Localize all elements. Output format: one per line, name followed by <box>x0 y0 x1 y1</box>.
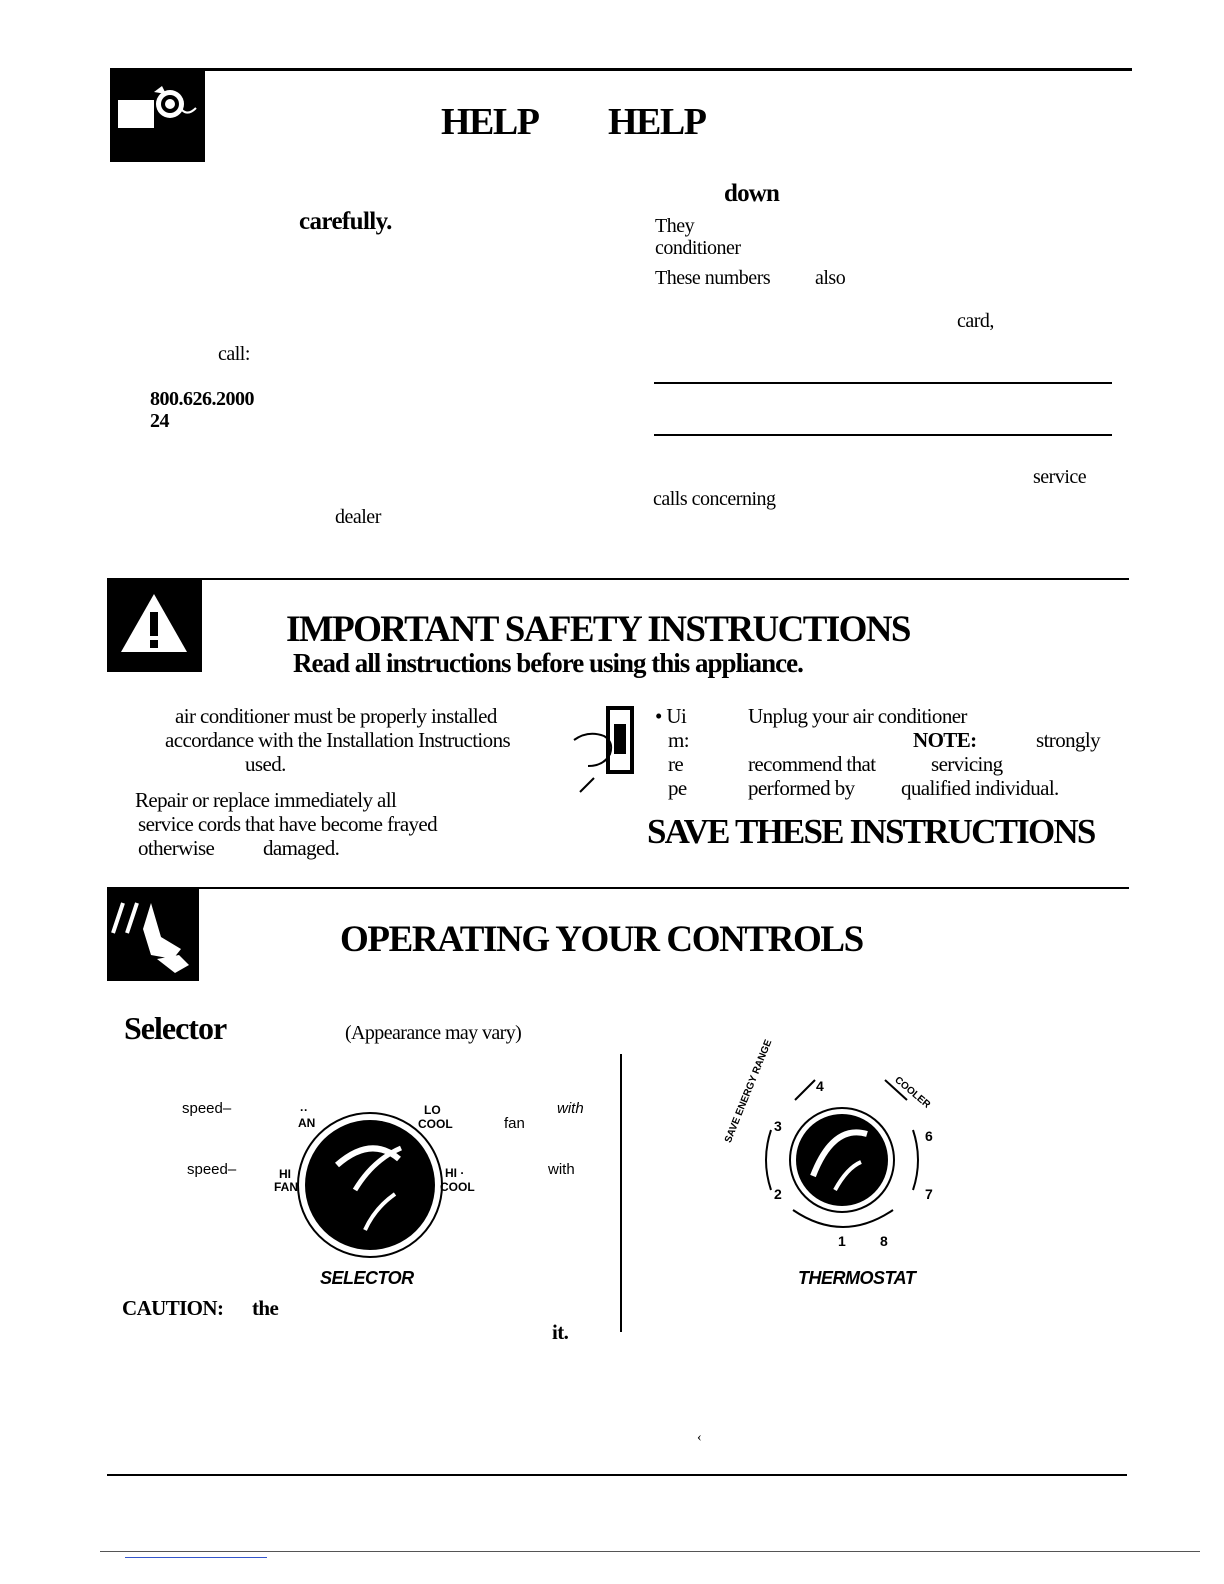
thermo-number-8: 8 <box>880 1233 888 1249</box>
dial-lo-fan: AN <box>298 1116 316 1130</box>
safety-left-line-6: otherwise <box>138 836 215 860</box>
hand-icon <box>107 889 199 981</box>
controls-rule <box>107 887 1129 889</box>
safety-right-col-a-3: re <box>668 752 684 776</box>
thermo-range-left: SAVE ENERGY RANGE <box>722 1038 775 1145</box>
thermo-number-7: 7 <box>925 1186 933 1202</box>
appearance-note: (Appearance may vary) <box>345 1022 522 1044</box>
appliance-icon <box>110 70 205 162</box>
thermo-number-4: 4 <box>816 1078 824 1094</box>
model-number-line <box>654 382 1112 384</box>
dial-lo-cool: COOL <box>418 1117 453 1131</box>
safety-left-line-1: air conditioner must be properly installed <box>175 704 497 728</box>
help-carefully: carefully. <box>299 208 392 235</box>
safety-note: NOTE: <box>913 728 977 752</box>
help-calls-concerning: calls concerning <box>653 488 776 510</box>
dial-hi-fan: FAN <box>274 1180 298 1194</box>
help-card: card, <box>957 310 994 332</box>
thermo-number-1: 1 <box>838 1233 846 1249</box>
selector-knob[interactable] <box>295 1110 445 1260</box>
safety-title: IMPORTANT SAFETY INSTRUCTIONS <box>286 609 910 650</box>
help-conditioner: conditioner <box>655 237 741 259</box>
safety-right-col-a-4: pe <box>668 776 687 800</box>
safety-save-instructions: SAVE THESE INSTRUCTIONS <box>647 812 1095 851</box>
safety-right-col-b-3: recommend that <box>748 752 876 776</box>
speed-label-1: speed– <box>182 1100 232 1117</box>
with-label-2: with <box>548 1161 575 1178</box>
help-dealer: dealer <box>335 506 381 528</box>
fan-label: fan <box>504 1115 525 1132</box>
thermo-range-right: COOLER <box>892 1074 933 1111</box>
help-these-numbers: These numbers <box>655 267 771 289</box>
dial-hi-fan-top: HI <box>279 1167 291 1181</box>
thermo-number-2: 2 <box>774 1186 782 1202</box>
footer-link-underline <box>125 1557 267 1558</box>
dial-hi-cool-top: HI · <box>445 1166 465 1180</box>
selector-caption: SELECTOR <box>320 1268 414 1288</box>
caution-the: the <box>252 1296 279 1320</box>
help-they: They <box>655 215 695 237</box>
safety-subtitle: Read all instructions before using this appliance. <box>293 648 803 678</box>
dial-lo-cool-top: LO <box>424 1103 441 1117</box>
safety-right-col-b-1: Unplug your air conditioner <box>748 704 967 728</box>
safety-rule <box>107 578 1129 580</box>
help-service: service <box>1033 466 1087 488</box>
help-heading-right: HELP <box>608 101 706 143</box>
safety-right-col-a-2: m: <box>668 728 689 752</box>
stray-mark: ‹ <box>697 1430 702 1445</box>
serial-number-line <box>654 434 1112 436</box>
warning-icon <box>107 580 202 672</box>
dial-lo-fan-top: ·· <box>300 1103 308 1117</box>
footer-rule <box>100 1551 1200 1552</box>
help-call-label: call: <box>218 343 250 365</box>
help-down: down <box>724 180 780 207</box>
safety-servicing: servicing <box>931 752 1003 776</box>
safety-strongly: strongly <box>1036 728 1101 752</box>
thermo-number-3: 3 <box>774 1118 782 1134</box>
thermostat-caption: THERMOSTAT <box>798 1268 916 1288</box>
selector-heading: Selector <box>124 1010 227 1046</box>
safety-left-line-3: used. <box>245 752 286 776</box>
controls-title: OPERATING YOUR CONTROLS <box>340 919 863 960</box>
bottom-rule <box>107 1474 1127 1476</box>
safety-left-line-7: damaged. <box>263 836 340 860</box>
safety-left-line-5: service cords that have become frayed <box>138 812 438 836</box>
help-phone: 800.626.2000 <box>150 388 254 410</box>
caution-it: it. <box>552 1320 569 1344</box>
safety-left-line-2: accordance with the Installation Instructions <box>165 728 511 752</box>
caution-label: CAUTION: <box>122 1296 224 1320</box>
safety-left-line-4: Repair or replace immediately all <box>135 788 397 812</box>
help-also: also <box>815 267 846 289</box>
dial-hi-cool: COOL <box>440 1180 475 1194</box>
help-hours: 24 <box>150 410 169 432</box>
safety-right-col-a-1: • Ui <box>655 704 687 728</box>
safety-right-col-b-4: performed by <box>748 776 855 800</box>
with-label-1: with <box>557 1100 584 1117</box>
thermo-number-6: 6 <box>925 1128 933 1144</box>
safety-qualified: qualified individual. <box>901 776 1059 800</box>
speed-label-2: speed– <box>187 1161 237 1178</box>
help-heading-left: HELP <box>441 101 539 143</box>
column-divider <box>620 1054 622 1332</box>
top-rule <box>110 68 1132 71</box>
unplug-icon <box>570 700 650 796</box>
